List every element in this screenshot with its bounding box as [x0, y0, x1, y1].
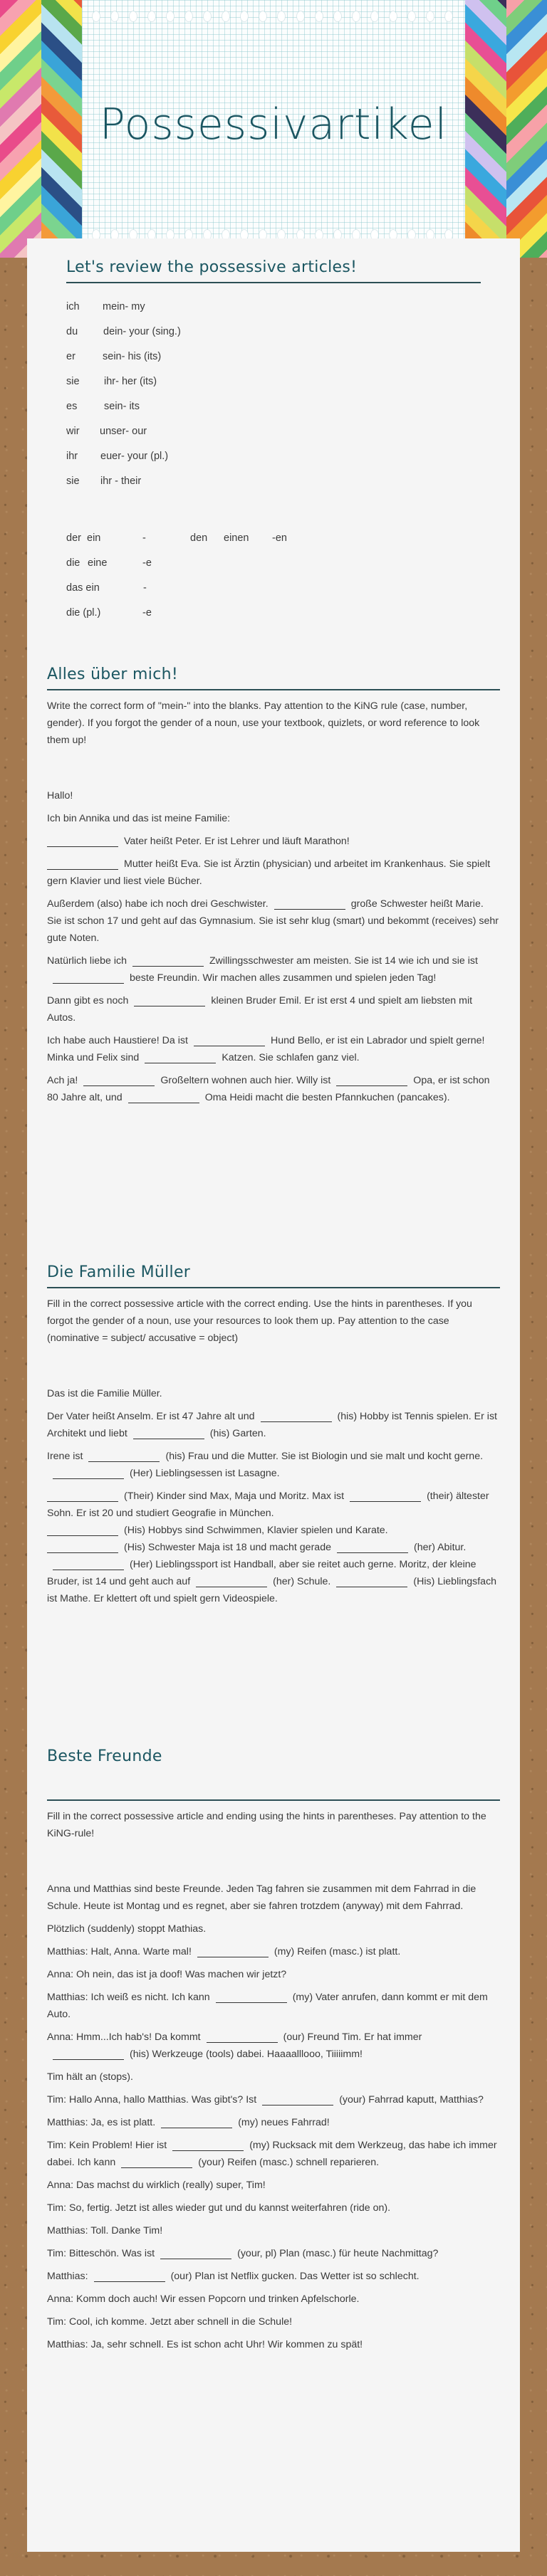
heading-rule [66, 282, 481, 283]
blank-input[interactable] [88, 1451, 160, 1462]
blank-input[interactable] [53, 973, 124, 984]
section-beste-freunde [27, 1747, 520, 2359]
paragraph: Ich habe auch Haustiere! Da ist Hund Bello, er ist ein Labrador und spielt gerne! Minka und Felix sind Katzen. Sie schlafen ganz viel. [47, 1035, 485, 1063]
intro: Anna und Matthias sind beste Freunde. Jeden Tag fahren sie zusammen mit dem Fahrrad in die Schule. Heute ist Montag und es regnet, aber sie fahren trotzdem (anyway) mit dem Fahrrad. [47, 1883, 476, 1912]
blank-input[interactable] [47, 836, 118, 847]
section-alles-ueber-mich [27, 666, 520, 1112]
blank-input[interactable] [194, 1036, 265, 1046]
blank-input[interactable] [261, 1411, 332, 1422]
blank-input[interactable] [336, 1577, 407, 1587]
blank-input[interactable] [207, 2032, 278, 2043]
blank-input[interactable] [216, 1992, 287, 2003]
blank-input[interactable] [47, 1542, 118, 1553]
worksheet-card [27, 238, 520, 2552]
dialogue-line: Tim: So, fertig. Jetzt ist alles wieder gut und du kannst weiterfahren (ride on). [47, 2202, 391, 2214]
dialogue-line: Tim: Kein Problem! Hier ist (my) Rucksack mit dem Werkzeug, das habe ich immer dabei. Ich kann (your) Reifen (masc.) schnell reparieren. [47, 2140, 497, 2168]
dialogue-line: Tim: Cool, ich komme. Jetzt aber schnell in die Schule! [47, 2316, 293, 2328]
blank-input[interactable] [337, 1542, 408, 1553]
heading-rule [47, 689, 500, 690]
dialogue-line: Matthias: Halt, Anna. Warte mal! (my) Reifen (masc.) ist platt. [47, 1946, 401, 1957]
blank-input[interactable] [161, 2118, 232, 2128]
intro: Das ist die Familie Müller. [47, 1388, 162, 1399]
instructions: Fill in the correct possessive article and ending using the hints in parentheses. Pay attention to the KiNG-rule! [47, 1811, 486, 1839]
dialogue-line: Matthias: Ich weiß es nicht. Ich kann (my) Vater anrufen, dann kommt er mit dem Auto. [47, 1992, 488, 2020]
paragraph: Irene ist (his) Frau und die Mutter. Sie ist Biologin und sie malt und kocht gerne.(Her) Lieblingsessen ist Lasagne. [47, 1451, 484, 1479]
intro: Ich bin Annika und das ist meine Familie: [47, 813, 231, 824]
dialogue-line: Matthias: Toll. Danke Tim! [47, 2225, 163, 2236]
blank-input[interactable] [133, 1429, 204, 1439]
dialogue-line: Matthias: Ja, sehr schnell. Es ist schon acht Uhr! Wir kommen zu spät! [47, 2339, 363, 2350]
notebook-holes-top [93, 11, 452, 21]
paragraph: Natürlich liebe ich Zwillingsschwester am meisten. Sie ist 14 wie ich und sie istbeste Freundin. Wir machen alles zusammen und spielen jeden Tag! [47, 955, 478, 984]
paragraph: Ach ja! Großeltern wohnen auch hier. Willy ist Opa, er ist schon 80 Jahre alt, und Oma Heidi macht die besten Pfannkuchen (pancakes). [47, 1075, 490, 1103]
section-heading: Beste Freunde [47, 1747, 162, 1765]
dialogue-line: Matthias: Ja, es ist platt. (my) neues Fahrrad! [47, 2117, 330, 2128]
section-familie-mueller [27, 1263, 520, 1613]
section-heading: Let's review the possessive articles! [66, 258, 358, 276]
blank-input[interactable] [196, 1577, 267, 1587]
blank-input[interactable] [134, 996, 205, 1006]
paragraph: Außerdem (also) habe ich noch drei Geschwister. große Schwester heißt Marie. Sie ist schon 17 und geht auf das Gymnasium. Sie ist sehr klug (smart) und bekommt (receives) sehr gute Noten. [47, 898, 499, 944]
greeting: Hallo! [47, 790, 73, 801]
heading-rule [47, 1799, 500, 1801]
dialogue-line: Tim: Bitteschön. Was ist (your, pl) Plan (masc.) für heute Nachmittag? [47, 2248, 439, 2259]
blank-input[interactable] [83, 1076, 155, 1086]
paragraph: Vater heißt Peter. Er ist Lehrer und läuft Marathon! [47, 833, 500, 850]
blank-input[interactable] [94, 2271, 165, 2282]
heading-rule [47, 1287, 500, 1288]
blank-input[interactable] [274, 899, 345, 910]
dialogue-line: Anna: Komm doch auch! Wir essen Popcorn und trinken Apfelschorle. [47, 2293, 360, 2305]
section-review: Let's review the possessive articles! ich mein- my du dein- your (sing.) er sein- his (its) sie ihr- her (its) es sein- its wir unser- our ihr euer- your (pl.) sie ihr - their der ein - den einen -en die eine -e das ein - die (pl.) -e [27, 258, 520, 283]
blank-input[interactable] [132, 956, 204, 967]
section-heading: Alles über mich! [47, 666, 178, 683]
blank-input[interactable] [47, 1491, 118, 1502]
paragraph: (Their) Kinder sind Max, Maja und Moritz. Max ist (their) ältester Sohn. Er ist 20 und studiert Geografie in München. (His) Hobbys sind Schwimmen, Klavier spielen und Karate. (His) Schwester Maja ist 18 und macht gerade (her) Abitur.(Her) Lieblingssport ist Handball, aber sie reitet auch gerne. Moritz, der kleine Bruder, ist 14 und geht auch auf (her) Schule. (His) Lieblingsfach ist Mathe. Er klettert oft und spielt gern Videospiele. [47, 1491, 497, 1604]
blank-input[interactable] [350, 1491, 421, 1502]
dialogue-line: Tim hält an (stops). [47, 2071, 133, 2083]
blank-input[interactable] [197, 1947, 269, 1957]
dialogue-line: Anna: Hmm...Ich hab's! Da kommt (our) Freund Tim. Er hat immer(his) Werkzeuge (tools) dabei. Haaaalllooo, Tiiiiimm! [47, 2031, 422, 2060]
paragraph: Dann gibt es noch kleinen Bruder Emil. Er ist erst 4 und spielt am liebsten mit Autos. [47, 995, 473, 1024]
dialogue-line: Plötzlich (suddenly) stoppt Mathias. [47, 1923, 207, 1935]
blank-input[interactable] [172, 2140, 244, 2151]
blank-input[interactable] [262, 2095, 333, 2106]
dialogue-line: Matthias: (our) Plan ist Netflix gucken. Das Wetter ist so schlecht. [47, 2271, 420, 2282]
section-heading: Die Familie Müller [47, 1263, 191, 1281]
blank-input[interactable] [47, 1525, 118, 1536]
paragraph: Der Vater heißt Anselm. Er ist 47 Jahre alt und (his) Hobby ist Tennis spielen. Er ist Architekt und liebt (his) Garten. [47, 1411, 497, 1439]
blank-input[interactable] [336, 1076, 407, 1086]
instructions: Write the correct form of "mein-" into the blanks. Pay attention to the KiNG rule (case, number, gender). If you forgot the gender of a noun, use your textbook, quizlets, or word reference to look them up! [47, 700, 480, 746]
blank-input[interactable] [53, 1468, 124, 1479]
instructions: Fill in the correct possessive article with the correct ending. Use the hints in parentheses. If you forgot the gender of a noun, use your resources to look them up. Pay attention to the case (nominative = subject/ accusative = object) [47, 1298, 472, 1344]
blank-input[interactable] [53, 1560, 124, 1570]
dialogue-line: Anna: Oh nein, das ist ja doof! Was machen wir jetzt? [47, 1969, 287, 1980]
blank-input[interactable] [160, 2249, 231, 2259]
blank-input[interactable] [128, 1093, 199, 1103]
paragraph: Mutter heißt Eva. Sie ist Ärztin (physician) und arbeitet im Krankenhaus. Sie spielt gern Klavier und liest viele Bücher. [47, 858, 491, 887]
page-title: Possessivartikel [99, 100, 448, 149]
chevron-pattern-right [465, 0, 547, 258]
blank-input[interactable] [145, 1053, 216, 1063]
dialogue-line: Tim: Hallo Anna, hallo Matthias. Was gibt's? Ist (your) Fahrrad kaputt, Matthias? [47, 2094, 484, 2106]
dialogue-line: Anna: Das machst du wirklich (really) super, Tim! [47, 2180, 266, 2191]
header-banner [0, 0, 547, 258]
blank-input[interactable] [121, 2157, 192, 2168]
blank-input[interactable] [53, 2049, 124, 2060]
chevron-pattern-left [0, 0, 82, 258]
blank-input[interactable] [47, 859, 118, 870]
